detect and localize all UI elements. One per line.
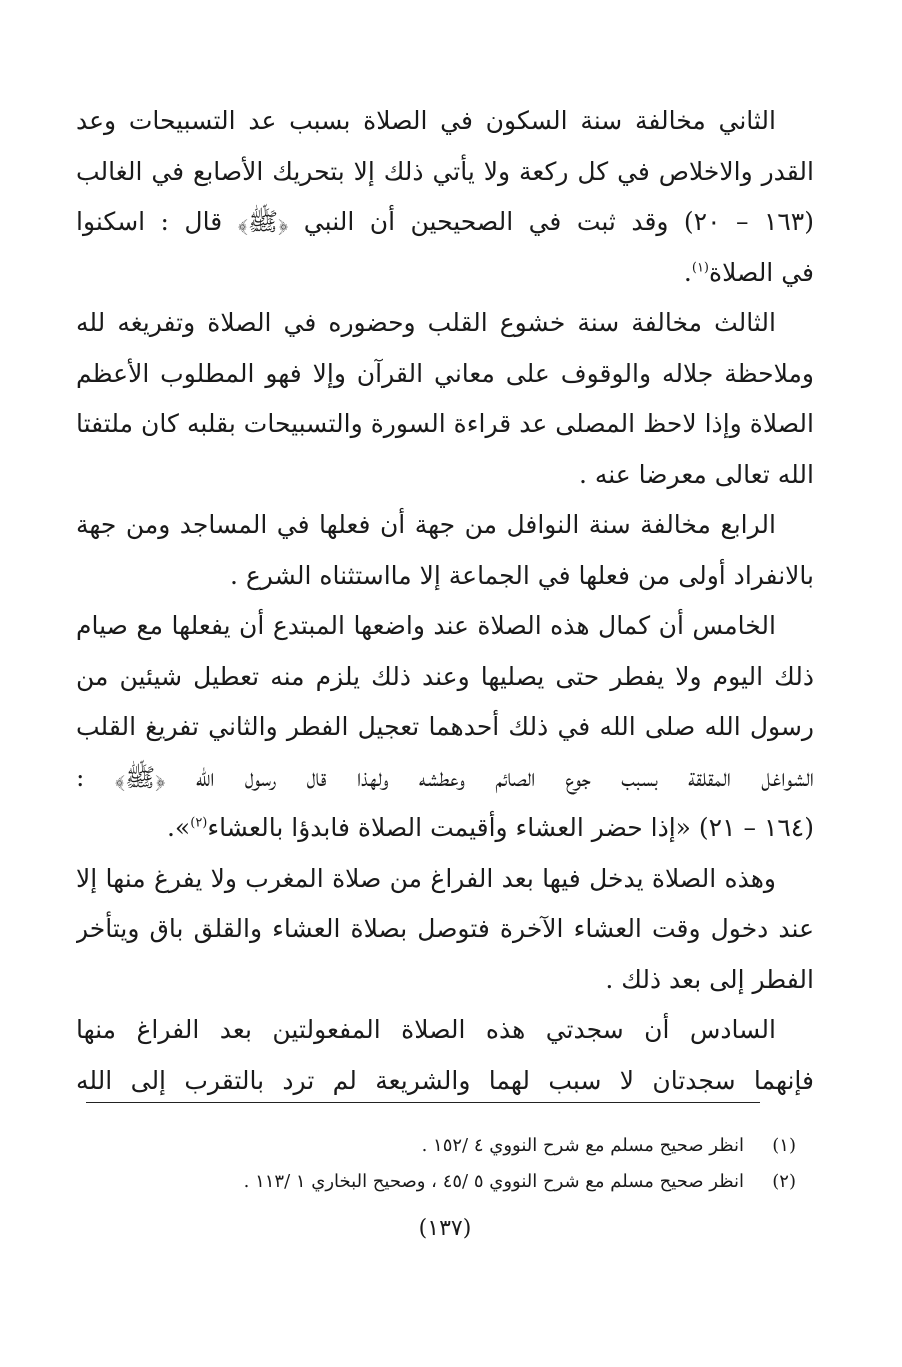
footnote-number: (١) bbox=[772, 1135, 796, 1156]
text-line: الرابع مخالفة سنة النوافل من جهة أن فعلها في المساجد ومن جهة bbox=[76, 510, 776, 539]
text-line: الصلاة وإذا لاحظ المصلى عد قراءة السورة والتسبيحات بقلبه كان ملتفتا bbox=[76, 409, 814, 438]
text-line: الله تعالى معرضا عنه . bbox=[578, 459, 814, 489]
text-line: (١٦٣ – ٢٠) وقد ثبت في الصحيحين أن النبي ﴿ﷺ﴾ قال : اسكنوا bbox=[76, 207, 814, 236]
page-number: (١٣٧) bbox=[418, 1216, 472, 1241]
text-line: السادس أن سجدتي هذه الصلاة المفعولتين بعد الفراغ منها bbox=[76, 1015, 776, 1044]
paragraph-sixth-point bbox=[76, 1005, 814, 1106]
footnote-divider bbox=[86, 1102, 760, 1103]
book-page bbox=[76, 96, 814, 1296]
text-segment: في الصلاة bbox=[709, 257, 814, 287]
text-line: الشواغل المقلقة بسبب جوع الصائم وعطشه ولهذا قال رسول الله ﴿ﷺ﴾ : bbox=[76, 762, 814, 792]
footnote-text: انظر صحيح مسلم مع شرح النووي ٥ /٤٥ ، وصحيح البخاري ١ /١١٣ . bbox=[243, 1171, 744, 1192]
text-segment: ». bbox=[166, 813, 191, 842]
text-line: الفطر إلى بعد ذلك . bbox=[605, 964, 814, 994]
text-line bbox=[76, 803, 814, 854]
text-segment: (١٦٤ – ٢١) «إذا حضر العشاء وأقيمت الصلاة فابدؤا بالعشاء bbox=[207, 813, 814, 842]
text-line: عند دخول وقت العشاء الآخرة فتوصل بصلاة العشاء والقلق باق ويتأخر bbox=[76, 914, 814, 943]
text-line: الثالث مخالفة سنة خشوع القلب وحضوره في الصلاة وتفريغه لله bbox=[76, 308, 776, 337]
paragraph-third-point bbox=[76, 298, 814, 500]
footnotes bbox=[76, 1128, 796, 1200]
text-line: بالانفراد أولى من فعلها في الجماعة إلا مااستثناه الشرع . bbox=[229, 560, 814, 590]
text-line: وملاحظة جلاله والوقوف على معاني القرآن وإلا فهو المطلوب الأعظم bbox=[76, 358, 814, 388]
text-line: فإنهما سجدتان لا سبب لهما والشريعة لم ترد بالتقرب إلى الله bbox=[76, 1065, 814, 1095]
paragraph-fifth-point bbox=[76, 601, 814, 854]
footnote-ref: (٢) bbox=[190, 815, 208, 831]
text-line: في الصلاة$^{(١)}$. bbox=[683, 257, 814, 287]
footnote-item bbox=[76, 1128, 796, 1164]
footnote-ref: (١) bbox=[691, 260, 709, 276]
footnote-text: انظر صحيح مسلم مع شرح النووي ٤ /١٥٢ . bbox=[421, 1135, 744, 1156]
footnote-item bbox=[76, 1164, 796, 1200]
footnote-number: (٢) bbox=[772, 1171, 796, 1192]
text-line: الثاني مخالفة سنة السكون في الصلاة بسبب عد التسبيحات وعد bbox=[76, 106, 776, 135]
main-text bbox=[76, 96, 814, 1106]
text-line: ذلك اليوم ولا يفطر حتى يصليها وعند ذلك يلزم منه تعطيل شيئين من bbox=[76, 661, 814, 691]
text-line: رسول الله صلى الله في ذلك أحدهما تعجيل الفطر والثاني تفريغ القلب bbox=[76, 712, 814, 741]
text-line: القدر والاخلاص في كل ركعة ولا يأتي ذلك إلا بتحريك الأصابع في الغالب bbox=[76, 156, 814, 186]
paragraph-second-point bbox=[76, 96, 814, 298]
paragraph-continuation bbox=[76, 854, 814, 1006]
text-line: وهذه الصلاة يدخل فيها بعد الفراغ من صلاة المغرب ولا يفرغ منها إلا bbox=[76, 863, 776, 893]
text-line: الخامس أن كمال هذه الصلاة عند واضعها المبتدع أن يفعلها مع صيام bbox=[76, 611, 776, 640]
paragraph-fourth-point bbox=[76, 500, 814, 601]
